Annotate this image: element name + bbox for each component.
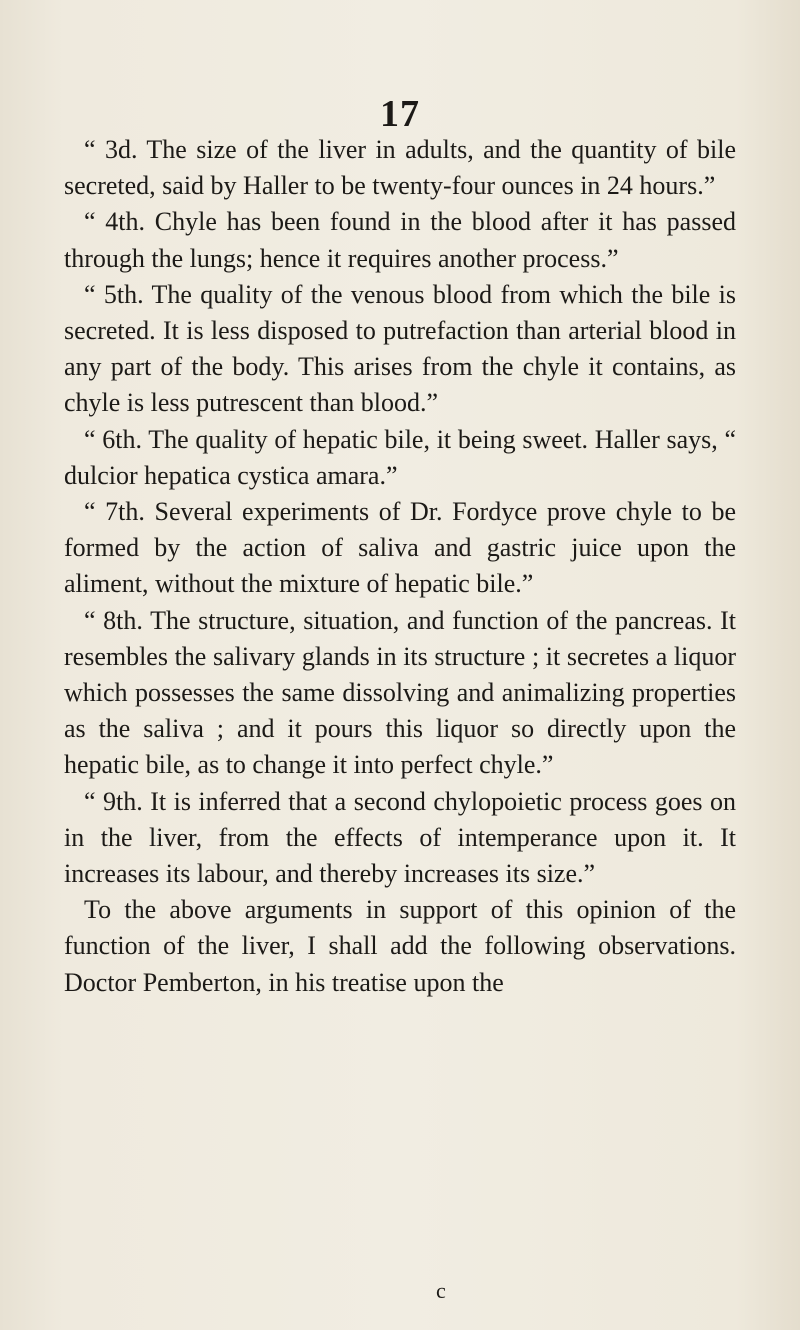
paragraph-8th: “ 8th. The structure, situation, and function of the pancreas. It resembles the salivary glands in its structure ; it secretes a liquor which possesses the same dissolving and animalizing properties as the saliva ; and it pours this liquor so directly upon the hepatic bile, as to change it into perfect chyle.” <box>64 605 736 780</box>
paragraph-5th: “ 5th. The quality of the venous blood from which the bile is secreted. It is less disposed to putrefaction than arterial blood in any part of the body. This arises from the chyle it contains, as chyle is less putrescent than blood.” <box>64 279 736 418</box>
body-text <box>64 132 736 1001</box>
paragraph-4th: “ 4th. Chyle has been found in the blood after it has passed through the lungs; hence it requires another process.” <box>64 207 736 273</box>
paragraph-9th: “ 9th. It is inferred that a second chylopoietic process goes on in the liver, from the effects of intemperance upon it. It increases its labour, and thereby increases its size.” <box>64 786 736 889</box>
paragraph-6th: “ 6th. The quality of hepatic bile, it being sweet. Haller says, “ dulcior hepatica cystica amara.” <box>64 424 736 490</box>
paragraph-3d: “ 3d. The size of the liver in adults, and the quantity of bile secreted, said by Haller to be twenty-four ounces in 24 hours.” <box>64 135 736 201</box>
paragraph-conclusion: To the above arguments in support of this opinion of the function of the liver, I shall add the following observations. Doctor Pemberton, in his treatise upon the <box>64 895 736 997</box>
paragraph-7th: “ 7th. Several experiments of Dr. Fordyce prove chyle to be formed by the action of saliva and gastric juice upon the aliment, without the mixture of hepatic bile.” <box>64 497 736 599</box>
signature-mark: c <box>436 1278 446 1303</box>
page-number: 17 <box>380 93 420 135</box>
